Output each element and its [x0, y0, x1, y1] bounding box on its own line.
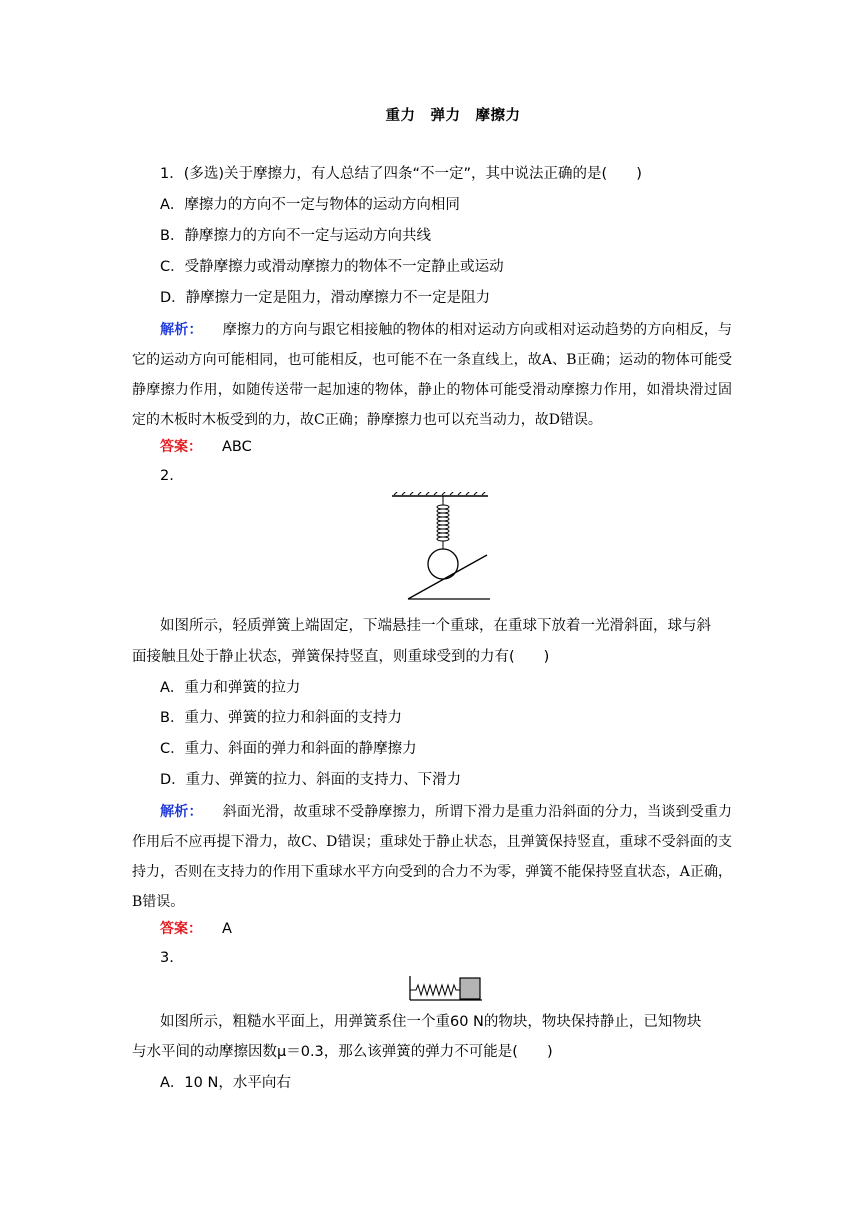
q3-stem-line1: 如图所示，粗糙水平面上，用弹簧系住一个重60 N的物块，物块保持静止，已知物块 [160, 1014, 702, 1030]
q2-answer-value: A [222, 921, 232, 937]
q1-answer-value: ABC [222, 439, 252, 455]
q2-option-b: B．重力、弹簧的拉力和斜面的支持力 [160, 710, 402, 726]
page-title: 重力 弹力 摩擦力 [385, 108, 521, 124]
q2-answer [160, 919, 232, 939]
q1-option-a: A．摩擦力的方向不一定与物体的运动方向相同 [160, 197, 460, 213]
q1-analysis-label: 解析： [160, 322, 203, 338]
q1-answer-label: 答案： [160, 439, 202, 455]
q2-analysis-text: 斜面光滑，故重球不受静摩擦力，所谓下滑力是重力沿斜面的分力，当谈到受重力作用后不应再提下滑力，故C、D错误；重球处于静止状态，且弹簧保持竖直，重球不受斜面的支持力，否则在支持力的作用下重球水平方向受到的合力不为零，弹簧不能保持竖直状态，A正确，B错误。 [132, 804, 733, 910]
q1-option-c: C．受静摩擦力或滑动摩擦力的物体不一定静止或运动 [160, 259, 504, 275]
q3-stem-line2: 与水平间的动摩擦因数μ＝0.3，那么该弹簧的弹力不可能是( ) [132, 1044, 553, 1060]
spring-block-figure [408, 974, 484, 1002]
q2-option-d: D．重力、弹簧的拉力、斜面的支持力、下滑力 [160, 772, 462, 788]
q3-option-a: A．10 N，水平向右 [160, 1075, 291, 1091]
q2-stem-line2: 面接触且处于静止状态，弹簧保持竖直，则重球受到的力有( ) [132, 649, 550, 665]
q1-analysis-text: 摩擦力的方向与跟它相接触的物体的相对运动方向或相对运动趋势的方向相反，与它的运动方向可能相同，也可能相反，也可能不在一条直线上，故A、B正确；运动的物体可能受静摩擦力作用，如随传送带一起加速的物体，静止的物体可能受滑动摩擦力作用，如滑块滑过固定的木板时木板受到的力，故C正确；静摩擦力也可以充当动力，故D错误。 [132, 322, 733, 428]
q1-analysis [132, 315, 732, 435]
q2-stem-line1 [160, 616, 711, 636]
q2-stem-text1: 如图所示，轻质弹簧上端固定，下端悬挂一个重球，在重球下放着一光滑斜面，球与斜 [160, 618, 711, 634]
q1-option-d: D．静摩擦力一定是阻力，滑动摩擦力不一定是阻力 [160, 290, 491, 306]
q1-option-b: B．静摩擦力的方向不一定与运动方向共线 [160, 228, 431, 244]
q2-number: 2. [160, 468, 174, 484]
q3-number: 3. [160, 950, 174, 966]
q2-analysis [132, 797, 732, 917]
q2-analysis-label: 解析： [160, 804, 203, 820]
q1-stem: 1．(多选)关于摩擦力，有人总结了四条“不一定”，其中说法正确的是( ) [160, 166, 642, 182]
spring-ball-incline-figure [390, 492, 490, 604]
q2-option-c: C．重力、斜面的弹力和斜面的静摩擦力 [160, 741, 417, 757]
q2-answer-label: 答案： [160, 921, 202, 937]
q1-answer [160, 437, 252, 457]
q2-option-a: A．重力和弹簧的拉力 [160, 680, 301, 696]
